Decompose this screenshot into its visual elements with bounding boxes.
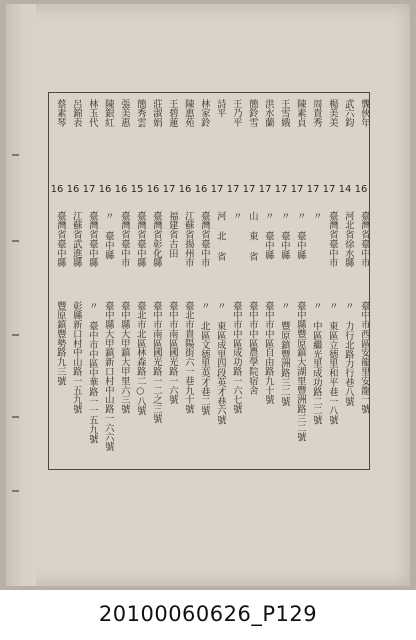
- roster-row: [224, 93, 242, 469]
- student-age: 17: [290, 184, 304, 195]
- student-origin: 〃 臺中縣: [278, 211, 290, 260]
- student-age: 16: [50, 184, 64, 195]
- student-origin: 臺灣省臺中縣: [86, 211, 98, 268]
- student-name: 簡鈴雪: [246, 99, 258, 128]
- roster-row: [144, 93, 162, 469]
- student-origin: 〃 臺中縣: [262, 211, 274, 260]
- student-age: 16: [354, 184, 368, 195]
- student-origin: 臺灣省臺中市: [326, 211, 338, 268]
- student-address: 〃 北區文德里英才巷二號: [198, 301, 210, 416]
- student-age: 17: [82, 184, 96, 195]
- student-address: 〃 豐原鎮豐洲路三二號: [278, 301, 290, 406]
- student-address: 臺中市中區農學院宿舍: [246, 301, 258, 395]
- student-age: 17: [274, 184, 288, 195]
- binding-stitch: [12, 154, 19, 156]
- roster-row: [64, 93, 82, 469]
- student-address: 臺中市南區國光路一二之三號: [150, 301, 162, 424]
- student-address: 臺中市西區安龍里安龍一號: [358, 301, 370, 414]
- student-name: 周貴秀: [310, 99, 322, 128]
- student-origin: 山 東 省: [246, 211, 258, 262]
- student-origin: 〃: [230, 211, 242, 221]
- student-age: 17: [306, 184, 320, 195]
- roster-row: [128, 93, 146, 469]
- student-age: 17: [210, 184, 224, 195]
- roster-row: [192, 93, 210, 469]
- binding-stitch: [12, 490, 19, 492]
- student-origin: 福建省古田: [166, 211, 178, 258]
- binding-stitch: [12, 334, 19, 336]
- page-caption: 20100060626_P129: [98, 602, 318, 626]
- student-address: 〃 力行北路力行巷八號: [342, 301, 354, 406]
- student-name: 王雪娥: [278, 99, 290, 128]
- student-name: 楊美美: [326, 99, 338, 128]
- student-name: 龔俠年: [358, 99, 370, 128]
- student-name: 呂錦表: [70, 99, 82, 128]
- student-name: 詩平: [214, 99, 226, 118]
- student-origin: 臺灣省臺中市: [358, 211, 370, 268]
- student-age: 14: [338, 184, 352, 195]
- student-address: 臺中市南區國光路一六號: [166, 301, 178, 405]
- student-name: 陳銀紅: [102, 99, 114, 128]
- student-age: 17: [226, 184, 240, 195]
- student-address: 〃 東區成里四段英才巷六號: [214, 301, 226, 425]
- student-name: 林玉代: [86, 99, 98, 128]
- roster-row: [352, 93, 370, 469]
- student-name: 陳惠苑: [182, 99, 194, 128]
- student-address: 臺中市中區自由路九十號: [262, 301, 274, 405]
- student-age: 16: [146, 184, 160, 195]
- student-address: 臺中縣豐原鎮大湖里豐洲路三二號: [294, 301, 306, 442]
- student-name: 武六鈞: [342, 99, 354, 128]
- student-origin: 江蘇省武進縣: [70, 211, 82, 268]
- student-origin: 河 北 省: [214, 211, 226, 262]
- roster-row: [256, 93, 274, 469]
- student-name: 張美惠: [118, 99, 130, 128]
- student-name: 陳素貞: [294, 99, 306, 128]
- student-age: 17: [258, 184, 272, 195]
- student-age: 16: [194, 184, 208, 195]
- student-age: 16: [114, 184, 128, 195]
- student-address: 豐原鎮豐勢路九三號: [54, 301, 66, 386]
- student-age: 16: [98, 184, 112, 195]
- student-age: 17: [322, 184, 336, 195]
- roster-row: [96, 93, 114, 469]
- student-address: 彰縣新口村中山路一五九號: [70, 301, 82, 414]
- student-name: 林家鈴: [198, 99, 210, 128]
- student-address: 臺中縣大甲鎮新口村中山路一六六號: [102, 301, 114, 452]
- student-origin: 臺灣省臺中縣: [134, 211, 146, 268]
- roster-row: [272, 93, 290, 469]
- roster-row: [176, 93, 194, 469]
- student-origin: 〃: [310, 211, 322, 221]
- student-name: 簡秀雲: [134, 99, 146, 128]
- binding-stitch: [12, 416, 19, 418]
- student-origin: 臺灣省彰化縣: [150, 211, 162, 268]
- student-origin: 臺灣省臺中縣: [54, 211, 66, 268]
- roster-row: [208, 93, 226, 469]
- student-address: 臺中市中區成功路一六七號: [230, 301, 242, 414]
- student-address: 臺北市北區林森路二○八號: [134, 301, 146, 416]
- roster-table: [48, 92, 370, 470]
- student-age: 16: [66, 184, 80, 195]
- binding-spine: [6, 4, 36, 586]
- student-origin: 江蘇省揚州市: [182, 211, 194, 268]
- student-name: 王乃平: [230, 99, 242, 128]
- student-origin: 河北省徐水縣: [342, 211, 354, 268]
- roster-row: [160, 93, 178, 469]
- roster-row: [48, 93, 66, 469]
- student-name: 洪水蘭: [262, 99, 274, 128]
- student-origin: 臺灣省臺中市: [118, 211, 130, 268]
- student-address: 臺北市貴陽街六一巷九十號: [182, 301, 194, 414]
- student-origin: 〃 臺中縣: [102, 211, 114, 260]
- student-name: 王碧蓮: [166, 99, 178, 128]
- student-address: 臺中縣大甲鎮大甲里六三號: [118, 301, 130, 414]
- roster-row: [320, 93, 338, 469]
- student-name: 莊淑娟: [150, 99, 162, 128]
- student-age: 17: [162, 184, 176, 195]
- roster-row: [112, 93, 130, 469]
- roster-row: [336, 93, 354, 469]
- student-age: 16: [178, 184, 192, 195]
- student-age: 15: [130, 184, 144, 195]
- roster-row: [288, 93, 306, 469]
- student-origin: 臺灣省臺中市: [198, 211, 210, 268]
- student-address: 〃 中區繼光里成功路二二號: [310, 301, 322, 425]
- student-origin: 〃 臺中縣: [294, 211, 306, 260]
- roster-row: [304, 93, 322, 469]
- binding-stitch: [12, 240, 19, 242]
- student-name: 蔡素琴: [54, 99, 66, 128]
- student-address: 〃 東區立德里和平巷一八號: [326, 301, 338, 425]
- roster-row: [80, 93, 98, 469]
- roster-row: [240, 93, 258, 469]
- student-age: 17: [242, 184, 256, 195]
- student-address: 〃 臺中市中區中華路一一五九號: [86, 301, 98, 444]
